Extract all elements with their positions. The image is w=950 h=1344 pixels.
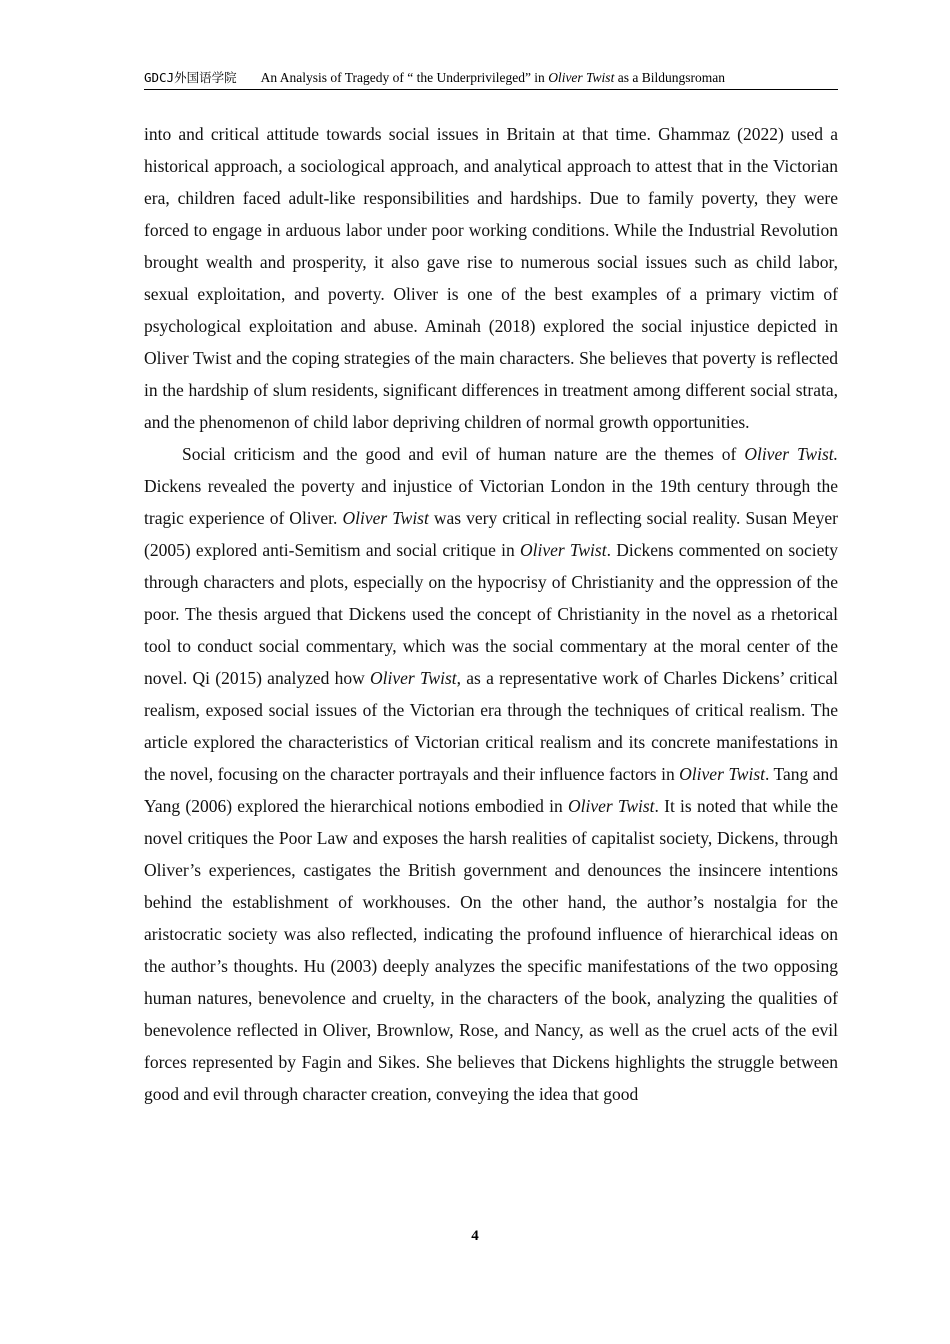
text-run: . Tang and Yang (2006) explored the hierarchical notions embodied in bbox=[144, 764, 839, 816]
paragraph bbox=[144, 438, 838, 1110]
italic-title-run: Oliver Twist bbox=[370, 668, 457, 688]
header-title-italic: Oliver Twist bbox=[548, 70, 615, 85]
body-text bbox=[144, 118, 838, 1110]
header-institution: GDCJ外国语学院 bbox=[144, 70, 237, 85]
header-title-part1: An Analysis of Tragedy of “ the Underprivileged” in bbox=[260, 70, 549, 85]
text-run: Social criticism and the good and evil of human nature are the themes of bbox=[182, 444, 745, 464]
text-run: . It is noted that while the novel critiques the Poor Law and exposes the harsh realities of capitalist society, Dickens, through Oliver’s experiences, castigates the British government and denounces the insincere intentions behind the establishment of workhouses. On the other hand, the author’s nostalgia for the aristocratic society was also reflected, indicating the profound influence of hierarchical ideas on the author’s thoughts. Hu (2003) deeply analyzes the specific manifestations of the two opposing human natures, benevolence and cruelty, in the characters of the book, analyzing the qualities of benevolence reflected in Oliver, Brownlow, Rose, and Nancy, as well as the cruel acts of the evil forces represented by Fagin and Sikes. She believes that Dickens highlights the struggle between good and evil through character creation, conveying the idea that good bbox=[144, 796, 838, 1104]
paragraph bbox=[144, 118, 838, 438]
italic-title-run: Oliver Twist bbox=[679, 764, 765, 784]
running-header bbox=[144, 68, 838, 90]
text-run: into and critical attitude towards social issues in Britain at that time. Ghammaz (2022) used a historical approach, a sociological approach, and analytical approach to attest that in the Victorian era, children faced adult-like responsibilities and hardships. Due to family poverty, they were forced to engage in arduous labor under poor working conditions. While the Industrial Revolution brought wealth and prosperity, it also gave rise to numerous social issues such as child labor, sexual exploitation, and poverty. Oliver is one of the best examples of a primary victim of psychological exploitation and abuse. Aminah (2018) explored the social injustice depicted in Oliver Twist and the coping strategies of the main characters. She believes that poverty is reflected in the hardship of slum residents, significant differences in treatment among different social strata, and the phenomenon of child labor depriving children of normal growth opportunities. bbox=[144, 124, 838, 432]
page-number: 4 bbox=[471, 1228, 479, 1244]
italic-title-run: Oliver Twist bbox=[342, 508, 429, 528]
text-run: . Dickens commented on society through characters and plots, especially on the hypocrisy of Christianity and the oppression of the poor. The thesis argued that Dickens used the concept of Christianity in the novel as a rhetorical tool to conduct social commentary, which was the social commentary at the moral center of the novel. Qi (2015) analyzed how bbox=[144, 540, 839, 688]
italic-title-run: Oliver Twist. bbox=[744, 444, 838, 464]
text-run: , as a representative work of Charles Dickens’ critical realism, exposed social issues of the Victorian era through the techniques of critical realism. The article explored the characteristics of Victorian critical realism and its concrete manifestations in the novel, focusing on the character portrayals and their influence factors in bbox=[144, 668, 838, 784]
italic-title-run: Oliver Twist bbox=[567, 796, 655, 816]
text-run: was very critical in reflecting social reality. Susan Meyer (2005) explored anti-Semitism and social critique in bbox=[144, 508, 838, 560]
italic-title-run: Oliver Twist bbox=[519, 540, 607, 560]
text-run: Dickens revealed the poverty and injustice of Victorian London in the 19th century through the tragic experience of Oliver. bbox=[144, 476, 838, 528]
header-title-part2: as a Bildungsroman bbox=[614, 70, 725, 85]
